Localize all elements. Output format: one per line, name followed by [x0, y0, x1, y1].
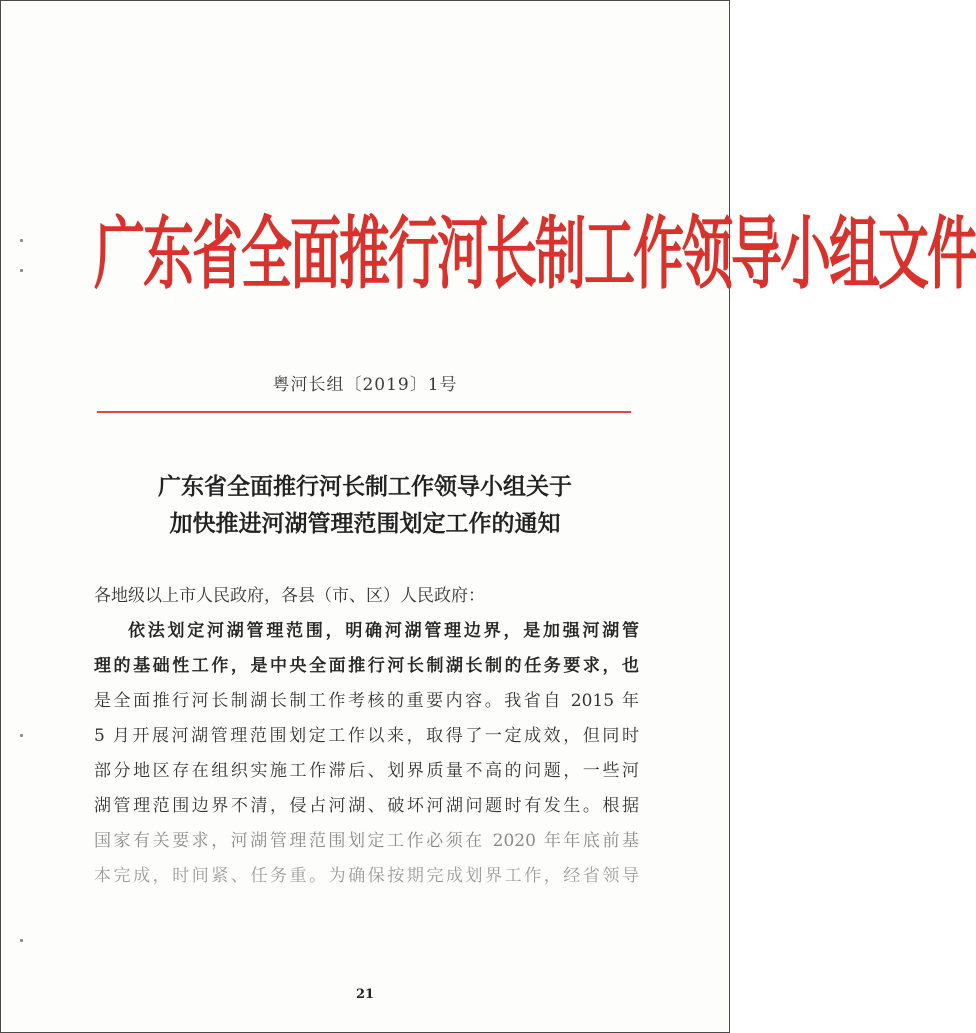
document-body	[94, 579, 639, 894]
document-header-title: 广东省全面推行河长制工作领导小组文件	[94, 209, 976, 301]
body-line: 理的基础性工作，是中央全面推行河长制湖长制的任务要求，也	[94, 656, 639, 676]
page-number: 21	[355, 987, 375, 1002]
body-line: 国家有关要求，河湖管理范围划定工作必须在 2020 年年底前基	[94, 831, 639, 851]
document-number: 粤河长组〔2019〕1号	[272, 375, 458, 395]
scan-mark	[20, 269, 23, 272]
scan-mark	[20, 734, 23, 737]
body-line: 是全面推行河长制湖长制工作考核的重要内容。我省自 2015 年	[94, 691, 639, 711]
notice-title-line: 加快推进河湖管理范围划定工作的通知	[169, 511, 561, 537]
body-line: 5 月开展河湖管理范围划定工作以来，取得了一定成效，但同时	[94, 726, 639, 746]
scan-mark	[20, 239, 23, 242]
body-line: 部分地区存在组织实施工作滞后、划界质量不高的问题，一些河	[94, 761, 639, 781]
notice-title	[1, 469, 729, 543]
red-divider-line	[97, 411, 631, 413]
scan-mark	[20, 939, 23, 942]
body-line: 本完成，时间紧、任务重。为确保按期完成划界工作，经省领导	[94, 866, 639, 886]
body-line: 依法划定河湖管理范围，明确河湖管理边界，是加强河湖管	[128, 621, 639, 641]
salutation: 各地级以上市人民政府，各县（市、区）人民政府：	[94, 586, 485, 606]
notice-title-line: 广东省全面推行河长制工作领导小组关于	[158, 474, 572, 500]
body-line: 湖管理范围边界不清，侵占河湖、破坏河湖问题时有发生。根据	[94, 796, 639, 816]
